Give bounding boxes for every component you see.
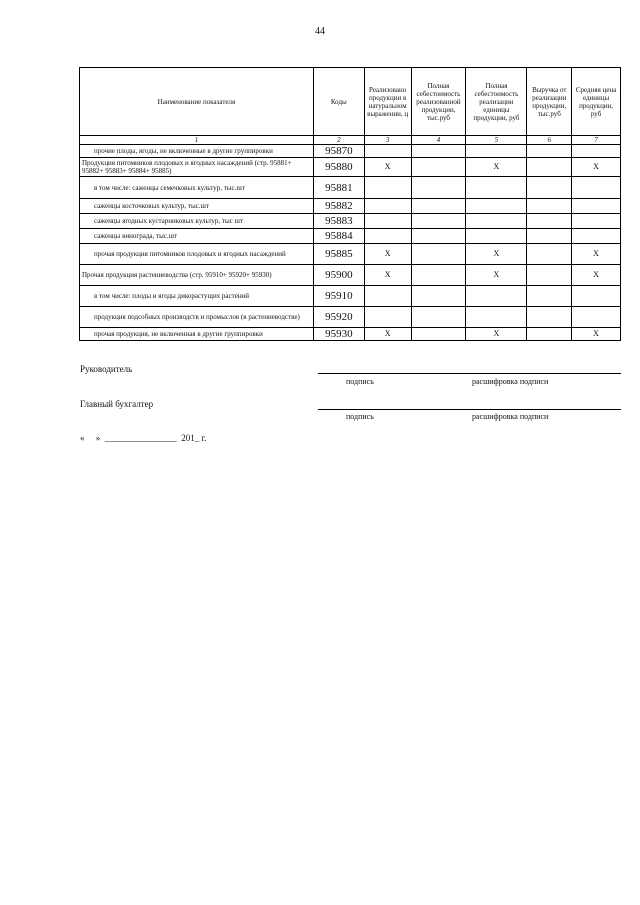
header-c6: Выручка от реализации продукции, тыс.руб	[527, 68, 572, 136]
cell-c4	[411, 307, 466, 328]
column-number: 1	[80, 136, 314, 145]
header-c5: Полная себестоимость реализации единицы продукции, руб	[466, 68, 527, 136]
column-number: 4	[411, 136, 466, 145]
cell-c3: X	[364, 158, 411, 177]
table-row	[80, 199, 621, 214]
cell-c3	[364, 286, 411, 307]
header-name: Наименование показателя	[80, 68, 314, 136]
cell-c3: X	[364, 265, 411, 286]
cell-c4	[411, 214, 466, 229]
cell-c7	[572, 177, 621, 199]
table-row	[80, 177, 621, 199]
chief-accountant-label: Главный бухгалтер	[80, 399, 154, 409]
row-name: саженцы винограда, тыс.шт	[80, 229, 314, 244]
column-number: 3	[364, 136, 411, 145]
cell-c5	[466, 229, 527, 244]
table-row	[80, 328, 621, 341]
cell-c4	[411, 199, 466, 214]
column-number: 6	[527, 136, 572, 145]
cell-c5	[466, 214, 527, 229]
table-row	[80, 244, 621, 265]
cell-c6	[527, 244, 572, 265]
cell-c4	[411, 265, 466, 286]
head-decryption-caption: расшифровка подписи	[472, 377, 549, 386]
cell-c6	[527, 158, 572, 177]
cell-c7: X	[572, 244, 621, 265]
cell-c6	[527, 199, 572, 214]
cell-c6	[527, 177, 572, 199]
row-name: прочая продукция, не включенная в другие группировки	[80, 328, 314, 341]
row-name: саженцы косточковых культур, тыс.шт	[80, 199, 314, 214]
cell-c6	[527, 286, 572, 307]
row-name: Прочая продукция растениеводства (стр. 95910+ 95920+ 95930)	[80, 265, 314, 286]
row-name: Продукция питомников плодовых и ягодных насаждений (стр. 95881+ 95882+ 95883+ 95884+ 95885)	[80, 158, 314, 177]
row-code: 95870	[313, 145, 364, 158]
header-c4: Полная себестоимость реализованной продукции, тыс.руб	[411, 68, 466, 136]
cell-c7: X	[572, 328, 621, 341]
cell-c3	[364, 229, 411, 244]
row-name: в том числе: плоды и ягоды дикорастущих растений	[80, 286, 314, 307]
row-code: 95900	[313, 265, 364, 286]
report-table	[79, 67, 621, 341]
cell-c7	[572, 229, 621, 244]
cell-c5: X	[466, 265, 527, 286]
table-row	[80, 229, 621, 244]
table-row	[80, 286, 621, 307]
cell-c3: X	[364, 244, 411, 265]
cell-c3	[364, 214, 411, 229]
cell-c5: X	[466, 328, 527, 341]
page-number: 44	[315, 26, 325, 37]
cell-c6	[527, 328, 572, 341]
column-number: 2	[313, 136, 364, 145]
cell-c6	[527, 229, 572, 244]
column-number: 7	[572, 136, 621, 145]
cell-c3	[364, 177, 411, 199]
row-code: 95884	[313, 229, 364, 244]
row-name: продукция подсобных производств и промыслов (в растениеводстве)	[80, 307, 314, 328]
cell-c7	[572, 214, 621, 229]
cell-c6	[527, 145, 572, 158]
head-signature-caption: подпись	[346, 377, 374, 386]
cell-c4	[411, 158, 466, 177]
row-code: 95885	[313, 244, 364, 265]
row-code: 95881	[313, 177, 364, 199]
table-row	[80, 145, 621, 158]
header-row	[80, 68, 621, 136]
cell-c6	[527, 214, 572, 229]
row-code: 95930	[313, 328, 364, 341]
accountant-decryption-caption: расшифровка подписи	[472, 412, 549, 421]
cell-c4	[411, 145, 466, 158]
row-code: 95920	[313, 307, 364, 328]
cell-c5	[466, 286, 527, 307]
date-line: « » ________________ 201_ г.	[80, 433, 207, 443]
cell-c4	[411, 244, 466, 265]
row-code: 95880	[313, 158, 364, 177]
cell-c7	[572, 286, 621, 307]
column-number: 5	[466, 136, 527, 145]
cell-c3	[364, 145, 411, 158]
cell-c6	[527, 307, 572, 328]
cell-c6	[527, 265, 572, 286]
head-label: Руководитель	[80, 364, 133, 374]
head-signature-line[interactable]	[318, 373, 621, 374]
cell-c5: X	[466, 244, 527, 265]
cell-c3	[364, 199, 411, 214]
table-row	[80, 307, 621, 328]
row-code: 95883	[313, 214, 364, 229]
cell-c3: X	[364, 328, 411, 341]
cell-c7	[572, 145, 621, 158]
row-name: прочие плоды, ягоды, не включенные в другие группировки	[80, 145, 314, 158]
cell-c5	[466, 145, 527, 158]
cell-c7	[572, 307, 621, 328]
table-row	[80, 265, 621, 286]
cell-c7: X	[572, 158, 621, 177]
cell-c4	[411, 177, 466, 199]
table-row	[80, 214, 621, 229]
cell-c7: X	[572, 265, 621, 286]
row-name: саженцы ягодных кустарниковых культур, тыс шт	[80, 214, 314, 229]
table-row	[80, 158, 621, 177]
row-name: прочая продукция питомников плодовых и ягодных насаждений	[80, 244, 314, 265]
column-number-row	[80, 136, 621, 145]
cell-c4	[411, 286, 466, 307]
header-code: Коды	[313, 68, 364, 136]
row-code: 95882	[313, 199, 364, 214]
cell-c5: X	[466, 158, 527, 177]
cell-c5	[466, 307, 527, 328]
row-name: в том числе: саженцы семечковых культур, тыс.шт	[80, 177, 314, 199]
accountant-signature-line[interactable]	[318, 409, 621, 410]
accountant-signature-caption: подпись	[346, 412, 374, 421]
row-code: 95910	[313, 286, 364, 307]
cell-c4	[411, 229, 466, 244]
cell-c4	[411, 328, 466, 341]
header-c3: Реализовано продукции в натуральном выражении, ц	[364, 68, 411, 136]
cell-c5	[466, 199, 527, 214]
cell-c3	[364, 307, 411, 328]
header-c7: Средняя цена единицы продукции, руб	[572, 68, 621, 136]
cell-c5	[466, 177, 527, 199]
cell-c7	[572, 199, 621, 214]
